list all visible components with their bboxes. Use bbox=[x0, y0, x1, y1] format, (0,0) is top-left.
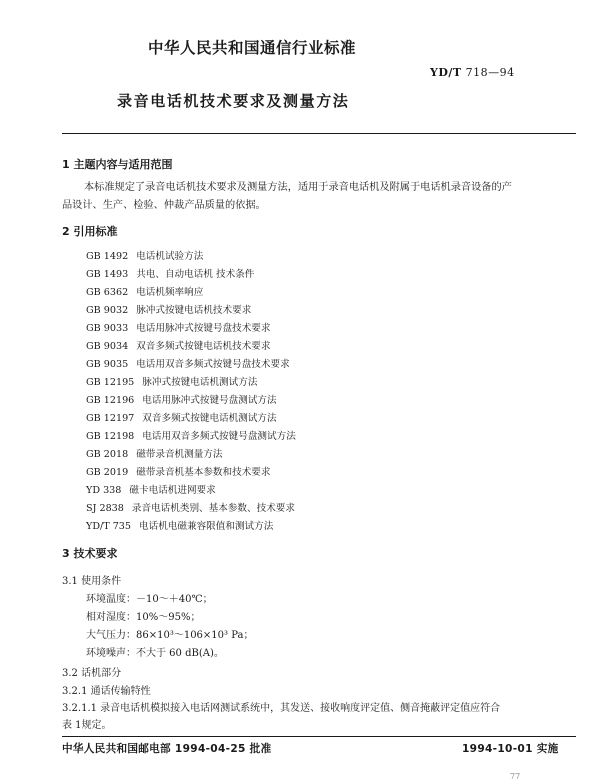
reference-item: SJ 2838 录音电话机类别、基本参数、技术要求 bbox=[86, 503, 295, 514]
section-1-para-line-1: 本标准规定了录音电话机技术要求及测量方法，适用于录音电话机及附属于电话机录音设备的产 bbox=[84, 182, 512, 193]
clause-3-2-1-1-line-2: 表 1规定。 bbox=[62, 720, 112, 731]
reference-item: YD 338 磁卡电话机进网要求 bbox=[86, 485, 216, 496]
reference-item: GB 2019 磁带录音机基本参数和技术要求 bbox=[86, 467, 271, 478]
section-2-heading: 2 引用标准 bbox=[62, 225, 118, 238]
reference-item: GB 9034 双音多频式按键电话机技术要求 bbox=[86, 341, 271, 352]
condition-temperature: 环境温度：－10～＋40℃； bbox=[86, 594, 213, 605]
reference-item: GB 9033 电话用脉冲式按键号盘技术要求 bbox=[86, 323, 271, 334]
reference-item: GB 2018 磁带录音机测量方法 bbox=[86, 449, 223, 460]
condition-humidity: 相对湿度：10%～95%； bbox=[86, 612, 201, 623]
section-1-para-line-2: 品设计、生产、检验、仲裁产品质量的依据。 bbox=[62, 200, 266, 211]
reference-item: GB 9032 脉冲式按键电话机技术要求 bbox=[86, 305, 252, 316]
approval-note: 中华人民共和国邮电部 1994-04-25 批准 bbox=[62, 743, 272, 755]
reference-item: GB 12198 电话用双音多频式按键号盘测试方法 bbox=[86, 431, 296, 442]
reference-item: GB 6362 电话机频率响应 bbox=[86, 287, 204, 298]
section-3-heading: 3 技术要求 bbox=[62, 547, 118, 560]
reference-item: YD/T 735 电话机电磁兼容限值和测试方法 bbox=[86, 521, 274, 532]
subsection-3-2-1-heading: 3.2.1 通话传输特性 bbox=[62, 686, 151, 697]
bottom-divider bbox=[62, 736, 576, 737]
standard-code-prefix: YD/T bbox=[430, 66, 462, 79]
document-title: 录音电话机技术要求及测量方法 bbox=[117, 92, 350, 110]
condition-noise: 环境噪声：不大于 60 dB(A)。 bbox=[86, 648, 224, 659]
condition-pressure: 大气压力：86×10³～106×10³ Pa； bbox=[86, 630, 254, 641]
section-1-heading: 1 主题内容与适用范围 bbox=[62, 158, 173, 171]
subsection-3-1-heading: 3.1 使用条件 bbox=[62, 576, 122, 587]
clause-3-2-1-1-line-1: 3.2.1.1 录音电话机模拟接入电话网测试系统中，其发送、接收响度评定值、侧音掩蔽评定值应符合 bbox=[62, 703, 501, 714]
reference-item: GB 12196 电话用脉冲式按键号盘测试方法 bbox=[86, 395, 277, 406]
reference-item: GB 1492 电话机试验方法 bbox=[86, 251, 204, 262]
standard-code-number: 718—94 bbox=[465, 66, 515, 79]
reference-item: GB 12195 脉冲式按键电话机测试方法 bbox=[86, 377, 258, 388]
reference-item: GB 9035 电话用双音多频式按键号盘技术要求 bbox=[86, 359, 290, 370]
reference-item: GB 12197 双音多频式按键电话机测试方法 bbox=[86, 413, 277, 424]
standard-code bbox=[430, 66, 515, 79]
top-divider bbox=[62, 133, 576, 134]
subsection-3-2-heading: 3.2 话机部分 bbox=[62, 668, 122, 679]
implementation-date: 1994-10-01 实施 bbox=[462, 743, 559, 755]
page-number: 77 bbox=[510, 772, 521, 781]
reference-item: GB 1493 共电、自动电话机 技术条件 bbox=[86, 269, 255, 280]
standard-organization: 中华人民共和国通信行业标准 bbox=[148, 39, 357, 57]
